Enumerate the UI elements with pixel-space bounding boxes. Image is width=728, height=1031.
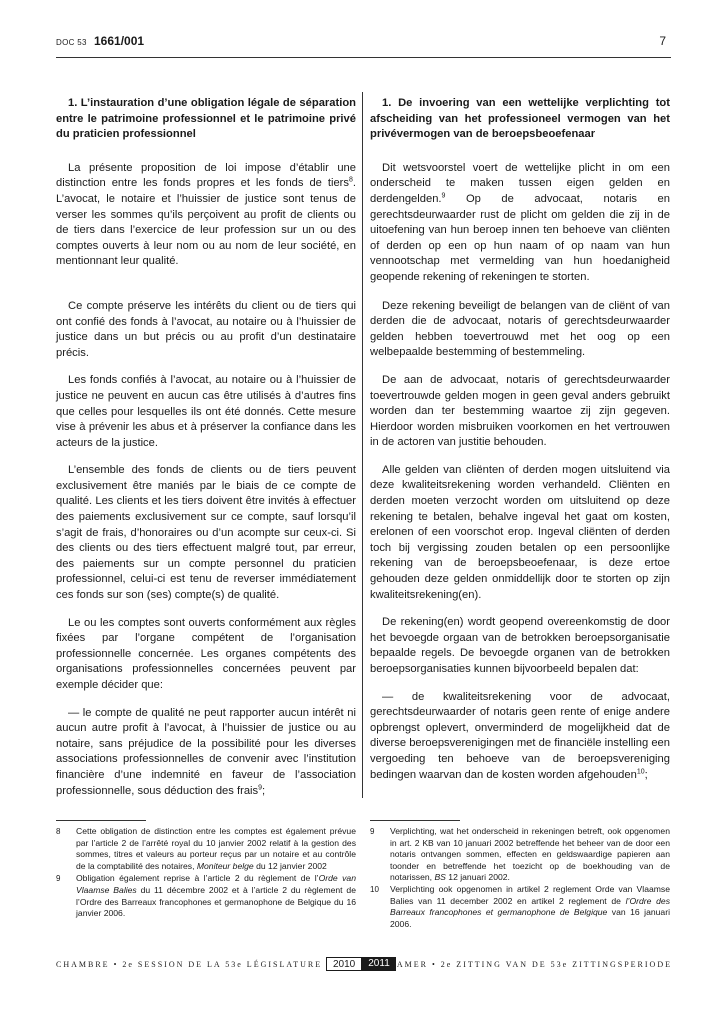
year-end: 2011 bbox=[362, 957, 396, 971]
column-french bbox=[56, 96, 356, 799]
section-heading-fr: 1. L’instauration d’une obligation légale de séparation entre le patrimoine professionnel et le patrimoine privé du praticien professionnel bbox=[56, 97, 356, 141]
paragraph-fr-3: Les fonds confiés à l’avocat, au notaire ou à l’huissier de justice ne peuvent en aucun cas être utilisés à d’autres fins que celles pour lesquelles ils ont été donnés. Cette mesure vise à prévenir les abus et à préserver la confiance dans les acteurs de la justice. bbox=[56, 374, 356, 449]
paragraph-fr-4: L’ensemble des fonds de clients ou de tiers peuvent exclusivement être maniés par le biais de ce compte de qualité. Les clients et les tiers doivent être invités à effectuer des paiements exclusivement sur ce compte, sauf lorsqu’il s’agit de frais, d’honoraires ou d’un acompte sur ceux-ci. Si des clients ou des tiers effectuent malgré tout, par erreur, des paiements sur un compte personnel du praticien professionnel, celui-ci est tenu de reverser immédiatement ces fonds sur son (ses) compte(s) de qualité. bbox=[56, 464, 356, 602]
footnote-10: 10 Verplichting ook opgenomen in artikel 2 reglement Orde van Vlaamse Balies van 11 december 2002 en artikel 2 reglement de l’Ordre des Barreaux francophones et germanophone de Belgique van 16 januari 2006. bbox=[370, 883, 670, 929]
footnote-ref-9-nl: 9 bbox=[441, 192, 446, 200]
footnote-rule-left bbox=[56, 820, 146, 821]
footnote-9-nl: 9 Verplichting, wat het onderscheid in rekeningen betreft, ook opgenomen in art. 2 KB van 10 januari 2002 betreffende het beheer van de door een notaris ontvangen sommen, effecten en geldswaardige papieren aan toonder en betreffende het toezicht op de boekhouding van de notarissen, BS 12 januari 2002. bbox=[370, 826, 670, 883]
paragraph-nl-6: — de kwaliteitsrekening voor de advocaat, gerechtsdeurwaarder of notaris geen rente of enige andere opbrengst oplevert, onverminderd de mogelijkheid dat de diverse beroepsverenigingen met de financiële instelling een vergoeding ten behoeve van de beroepsvereniging bedingen waarvan dan de kosten worden afgehouden$^{10}$; bbox=[370, 690, 670, 781]
doc-label: DOC 53 bbox=[56, 38, 87, 47]
footnote-ref-10: 10 bbox=[636, 767, 645, 775]
page-footer bbox=[56, 957, 672, 973]
footnotes-french bbox=[56, 826, 356, 920]
column-dutch bbox=[370, 96, 670, 783]
footer-chamber-nl: KAMER • 2e ZITTING VAN DE 53e ZITTINGSPERIODE bbox=[389, 960, 672, 969]
paragraph-nl-4: Alle gelden van cliënten of derden mogen uitsluitend via deze kwaliteitsrekening worden verhandeld. Cliënten en derden moeten verzocht worden om uitsluitend op deze rekening te betalen, behalve ingeval het gaat om kosten, erelonen of een voorschot erop. Ingeval cliënten of derden toch bij vergissing zouden betalen op een persoonlijke rekening van de beroepsbeoefenaar, is deze ertoe gehouden deze gelden onmiddellijk door te storten op zijn kwaliteitsrekening(en). bbox=[370, 463, 670, 601]
footnote-ref-8: 8 bbox=[348, 176, 353, 184]
footnote-9: 9 Obligation également reprise à l’article 2 du règlement de l’Orde van Vlaamse Balies du 11 décembre 2002 et à l’article 2 du règlement de l’Ordre des Barreaux francophones et germanophone de Belgique du 16 janvier 2006. bbox=[56, 873, 356, 919]
column-divider bbox=[362, 92, 363, 798]
footnote-8: 8 Cette obligation de distinction entre les comptes est également prévue par l’article 2 de l’arrêté royal du 10 janvier 2002 relatif à la gestion des sommes, titres et valeurs au porteur reçus par un notaire et au contrôle de la comptabilité des notaires, Moniteur belge du 12 janvier 2002 bbox=[56, 826, 356, 871]
paragraph-nl-3: De aan de advocaat, notaris of gerechtsdeurwaarder toevertrouwde gelden mogen in geen geval anders gebruikt worden dan ter bestemming waartoe zij zijn gegeven. Hierdoor worden misbruiken voorkomen en het vertrouwen in de actoren van justitie behouden. bbox=[370, 373, 670, 449]
paragraph-fr-5: Le ou les comptes sont ouverts conformément aux règles fixées par l’organe compétent de l’organisation professionnelle concernée. Les organes compétents des organisations professionnelles concernées peuvent par exemple décider que: bbox=[56, 616, 356, 691]
footnote-ref-9: 9 bbox=[258, 783, 263, 791]
footnote-rule-right bbox=[370, 820, 460, 821]
paragraph-nl-1: Dit wetsvoorstel voert de wettelijke plicht in om een onderscheid te maken tussen eigen gelden en derdengelden.$^9$ Op de advocaat, notaris en gerechtsdeurwaarder rust de plicht om gelden die zij in de uitoefening van hun beroep innen ten behoeve van cliënten of derden op een op hun naam of op naam van hun vennootschap met vermelding van hun hoedanigheid geopende rekening of rekeningen te storten. bbox=[370, 161, 670, 283]
paragraph-fr-6: — le compte de qualité ne peut rapporter aucun intérêt ni aucun autre profit à l’avocat, à l’huissier de justice ou au notaire, sans préjudice de la possibilité pour les diverses associations professionnelles de convenir avec l’institution financière d’une indemnité en faveur de l’association professionnelle, sous déduction des frais$^9$; bbox=[56, 706, 356, 797]
header-rule bbox=[56, 57, 671, 58]
year-start: 2010 bbox=[326, 957, 362, 971]
page-number: 7 bbox=[659, 34, 666, 48]
paragraph-nl-2: Deze rekening beveiligt de belangen van de cliënt of van derden die de advocaat, notaris of gerechtsdeurwaarder gelden hebben toevertrouwd met het oog op een welbepaalde bestemming of bestemmeling. bbox=[370, 299, 670, 359]
section-heading-nl: 1. De invoering van een wettelijke verplichting tot afscheiding van het professioneel vermogen van het privévermogen van de beroepsbeoefenaar bbox=[370, 97, 670, 141]
footnotes-dutch bbox=[370, 826, 670, 930]
doc-number: 1661/001 bbox=[94, 34, 145, 48]
page-header bbox=[56, 34, 672, 54]
paragraph-fr-2: Ce compte préserve les intérêts du client ou de tiers qui ont confié des fonds à l’avocat, au notaire ou à l’huissier de justice dans un but précis ou au profit d’un destinataire précis. bbox=[56, 299, 356, 359]
session-years bbox=[326, 957, 396, 971]
paragraph-fr-1: La présente proposition de loi impose d’établir une distinction entre les fonds propres et les fonds de tiers$^8$. L’avocat, le notaire et l’huissier de justice sont tenus de verser les sommes qu’ils perçoivent au profit de clients ou de tiers dans l’exercice de leur profession sur un ou des comptes ouverts à leur nom ou au nom de leur société, en mentionnant leur qualité. bbox=[56, 161, 356, 268]
footer-chamber-fr: CHAMBRE • 2e SESSION DE LA 53e LÉGISLATURE bbox=[56, 960, 323, 969]
paragraph-nl-5: De rekening(en) wordt geopend overeenkomstig de door het bevoegde orgaan van de betrokken beroepsorganisatie bepaalde regels. De bevoegde organen van de betrokken beroepsorganisaties kunnen bijvoorbeeld bepalen dat: bbox=[370, 616, 670, 675]
